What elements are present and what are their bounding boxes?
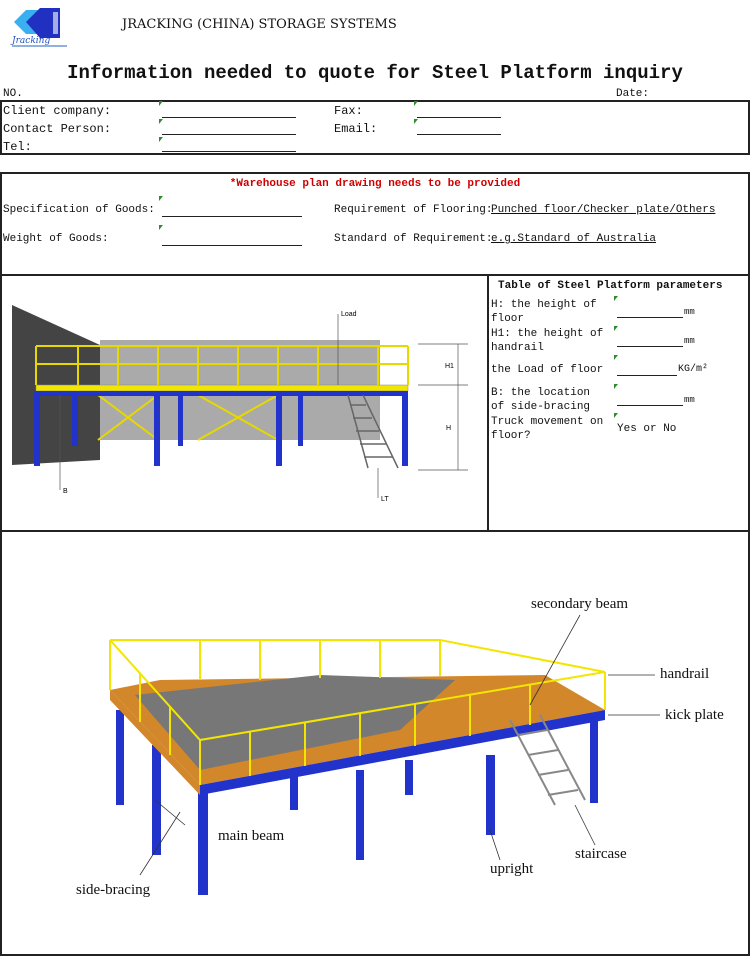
fax-label: Fax: <box>334 104 363 118</box>
param-load-label: the Load of floor <box>491 364 604 376</box>
tel-input[interactable] <box>162 151 296 152</box>
page-title: Information needed to quote for Steel Platform inquiry <box>67 62 683 84</box>
params-table-title: Table of Steel Platform parameters <box>498 280 723 292</box>
weight-goods-input[interactable] <box>162 245 302 246</box>
logo-text: Jracking <box>12 36 51 46</box>
param-truck-label: Truck movement on floor? <box>491 416 604 442</box>
lt-label: LT <box>381 496 389 503</box>
h1-label: H1 <box>445 363 454 370</box>
param-b-label: B: the location of side-bracing <box>491 387 591 413</box>
param-h1-unit: mm <box>684 336 695 346</box>
fax-input[interactable] <box>417 117 501 118</box>
kick-plate-label: kick plate <box>665 707 724 723</box>
load-label: Load <box>341 311 357 318</box>
param-b-unit: mm <box>684 395 695 405</box>
plan-drawing-notice: *Warehouse plan drawing needs to be provided <box>229 178 521 190</box>
handrail-label: handrail <box>660 666 710 682</box>
tel-label: Tel: <box>3 140 32 154</box>
b-label: B <box>63 488 68 495</box>
spec-goods-input[interactable] <box>162 216 302 217</box>
param-h-input[interactable] <box>617 317 683 318</box>
client-company-label: Client company: <box>3 104 112 118</box>
param-h-unit: mm <box>684 307 695 317</box>
divider <box>487 275 489 531</box>
email-label: Email: <box>334 122 378 136</box>
upright-label: upright <box>490 861 534 877</box>
param-b-input[interactable] <box>617 405 683 406</box>
flooring-label: Requirement of Flooring: <box>334 204 493 216</box>
platform-elevation-diagram <box>8 300 478 510</box>
client-company-input[interactable] <box>162 117 296 118</box>
no-label: NO. <box>3 88 23 100</box>
h-label: H <box>446 425 452 432</box>
param-truck-value[interactable]: Yes or No <box>617 423 677 435</box>
param-h1-input[interactable] <box>617 346 683 347</box>
param-load-input[interactable] <box>617 375 677 376</box>
contact-person-input[interactable] <box>162 134 296 135</box>
param-h-label: H: the height of floor <box>491 299 597 325</box>
email-input[interactable] <box>417 134 501 135</box>
secondary-beam-label: secondary beam <box>531 596 629 612</box>
main-beam-label: main beam <box>218 828 285 844</box>
param-h1-label: H1: the height of handrail <box>491 328 604 354</box>
spec-goods-label: Specification of Goods: <box>3 204 155 216</box>
standard-label: Standard of Requirement: <box>334 233 493 245</box>
staircase-label: staircase <box>575 846 627 862</box>
date-label: Date: <box>616 88 650 100</box>
company-name: JRACKING (CHINA) STORAGE SYSTEMS <box>122 17 397 32</box>
weight-goods-label: Weight of Goods: <box>3 233 109 245</box>
platform-3d-diagram <box>60 580 750 920</box>
side-bracing-label: side-bracing <box>76 882 151 898</box>
flooring-value[interactable]: Punched floor/Checker plate/Others <box>491 204 716 216</box>
standard-value[interactable]: e.g.Standard of Australia <box>491 233 657 245</box>
param-load-unit: KG/m² <box>678 364 709 375</box>
contact-person-label: Contact Person: <box>3 122 112 136</box>
